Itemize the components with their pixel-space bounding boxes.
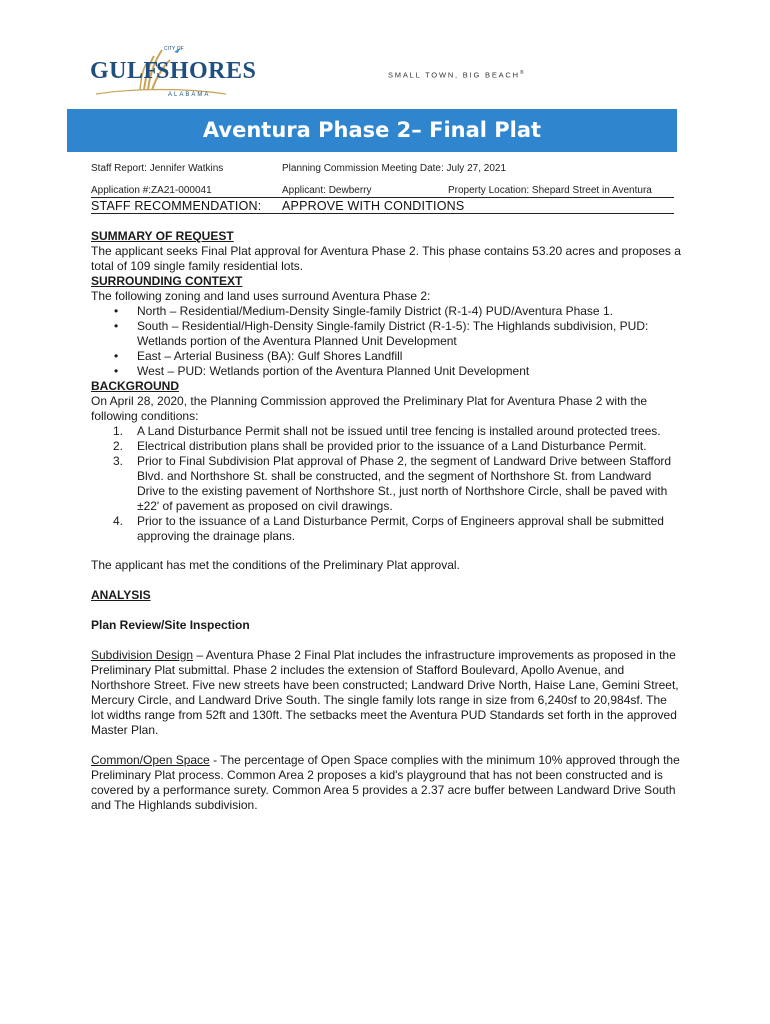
list-item xyxy=(91,439,681,454)
staff-report: Staff Report: Jennifer Watkins xyxy=(91,163,224,174)
list-item xyxy=(91,454,681,514)
meeting-date: Planning Commission Meeting Date: July 27, 2021 xyxy=(282,163,507,174)
surrounding-intro: The following zoning and land uses surround Aventura Phase 2: xyxy=(91,289,431,303)
logo-shores: SHORES xyxy=(156,58,257,84)
logo-gulf: GULF xyxy=(90,58,159,84)
list-item: • South – Residential/High-Density Single-family District (R-1-5): The Highlands subdivision, PUD: Wetlands portion of the Aventura Planned Unit Development xyxy=(91,319,681,349)
report-body xyxy=(91,229,681,813)
subdivision-design-paragraph xyxy=(91,648,681,738)
list-item: • North – Residential/Medium-Density Single-family District (R-1-4) PUD/Aventura Phase 1. xyxy=(91,304,681,319)
list-item xyxy=(91,424,681,439)
property-location: Property Location: Shepard Street in Aventura xyxy=(448,185,652,196)
analysis-heading: ANALYSIS xyxy=(91,588,151,602)
logo-state: ALABAMA xyxy=(168,92,211,98)
recommendation-label: STAFF RECOMMENDATION: xyxy=(91,199,262,213)
list-number: 1. xyxy=(113,424,124,438)
list-item xyxy=(91,514,681,544)
condition-text: Prior to Final Subdivision Plat approval of Phase 2, the segment of Landward Drive between Stafford Blvd. and Northshore St. shall be constructed, and the segment of Northshore St. from Landward Drive to the existing pavement of Northshore St., just north of Northshore Circle, shall be paved with ±22' of pavement as proposed on civil drawings. xyxy=(137,454,672,513)
subdivision-design-label: Subdivision Design xyxy=(91,648,194,662)
gulf-shores-logo xyxy=(86,44,257,104)
list-number: 3. xyxy=(113,454,124,468)
summary-heading: SUMMARY OF REQUEST xyxy=(91,229,234,243)
list-item: • West – PUD: Wetlands portion of the Aventura Planned Unit Development xyxy=(91,364,681,379)
condition-text: Electrical distribution plans shall be provided prior to the issuance of a Land Disturbance Permit. xyxy=(137,439,647,453)
title-banner xyxy=(67,109,677,152)
recommendation-value: APPROVE WITH CONDITIONS xyxy=(282,199,465,213)
application-number: Application #:ZA21-000041 xyxy=(91,185,212,196)
open-space-label: Common/Open Space xyxy=(91,753,210,767)
list-number: 2. xyxy=(113,439,124,453)
background-closing: The applicant has met the conditions of the Preliminary Plat approval. xyxy=(91,558,460,572)
applicant: Applicant: Dewberry xyxy=(282,185,372,196)
surrounding-heading: SURROUNDING CONTEXT xyxy=(91,274,243,288)
divider xyxy=(91,197,674,198)
list-number: 4. xyxy=(113,514,124,528)
background-heading: BACKGROUND xyxy=(91,379,179,393)
logo-city-of: CITY OF xyxy=(164,46,184,52)
divider xyxy=(91,213,674,214)
subdivision-design-text: – Aventura Phase 2 Final Plat includes the infrastructure improvements as proposed in the Preliminary Plat submittal. Phase 2 includes the extension of Stafford Boulevard, Apollo Avenue, and Northshore Street. Five new streets have been constructed; Landward Drive North, Haise Lane, Gemini Street, Mercury Circle, and Landward Drive South. The single family lots range in size from 6,240sf to 20,984sf. The lot widths range from 52ft and 130ft. The setbacks meet the Aventura PUD Standards set forth in the approved Master Plan. xyxy=(91,648,679,737)
analysis-subheading: Plan Review/Site Inspection xyxy=(91,618,250,632)
conditions-list xyxy=(91,424,681,544)
list-item: • East – Arterial Business (BA): Gulf Shores Landfill xyxy=(91,349,681,364)
open-space-text: - The percentage of Open Space complies with the minimum 10% approved through the Preliminary Plat process. Common Area 2 proposes a kid's playground that has not been constructed and is covered by a performance surety. Common Area 5 provides a 2.37 acre buffer between Landward Drive South and The Highlands subdivision. xyxy=(91,753,680,812)
surrounding-list xyxy=(91,304,681,379)
tagline: SMALL TOWN, BIG BEACH® xyxy=(388,70,526,80)
open-space-paragraph xyxy=(91,753,681,813)
condition-text: A Land Disturbance Permit shall not be issued until tree fencing is installed around protected trees. xyxy=(137,424,661,438)
condition-text: Prior to the issuance of a Land Disturbance Permit, Corps of Engineers approval shall be submitted approving the drainage plans. xyxy=(137,514,664,543)
page-title: Aventura Phase 2– Final Plat xyxy=(202,118,542,142)
summary-text: The applicant seeks Final Plat approval for Aventura Phase 2. This phase contains 53.20 acres and proposes a total of 109 single family residential lots. xyxy=(91,244,681,273)
background-intro: On April 28, 2020, the Planning Commission approved the Preliminary Plat for Aventura Phase 2 with the following conditions: xyxy=(91,394,648,423)
